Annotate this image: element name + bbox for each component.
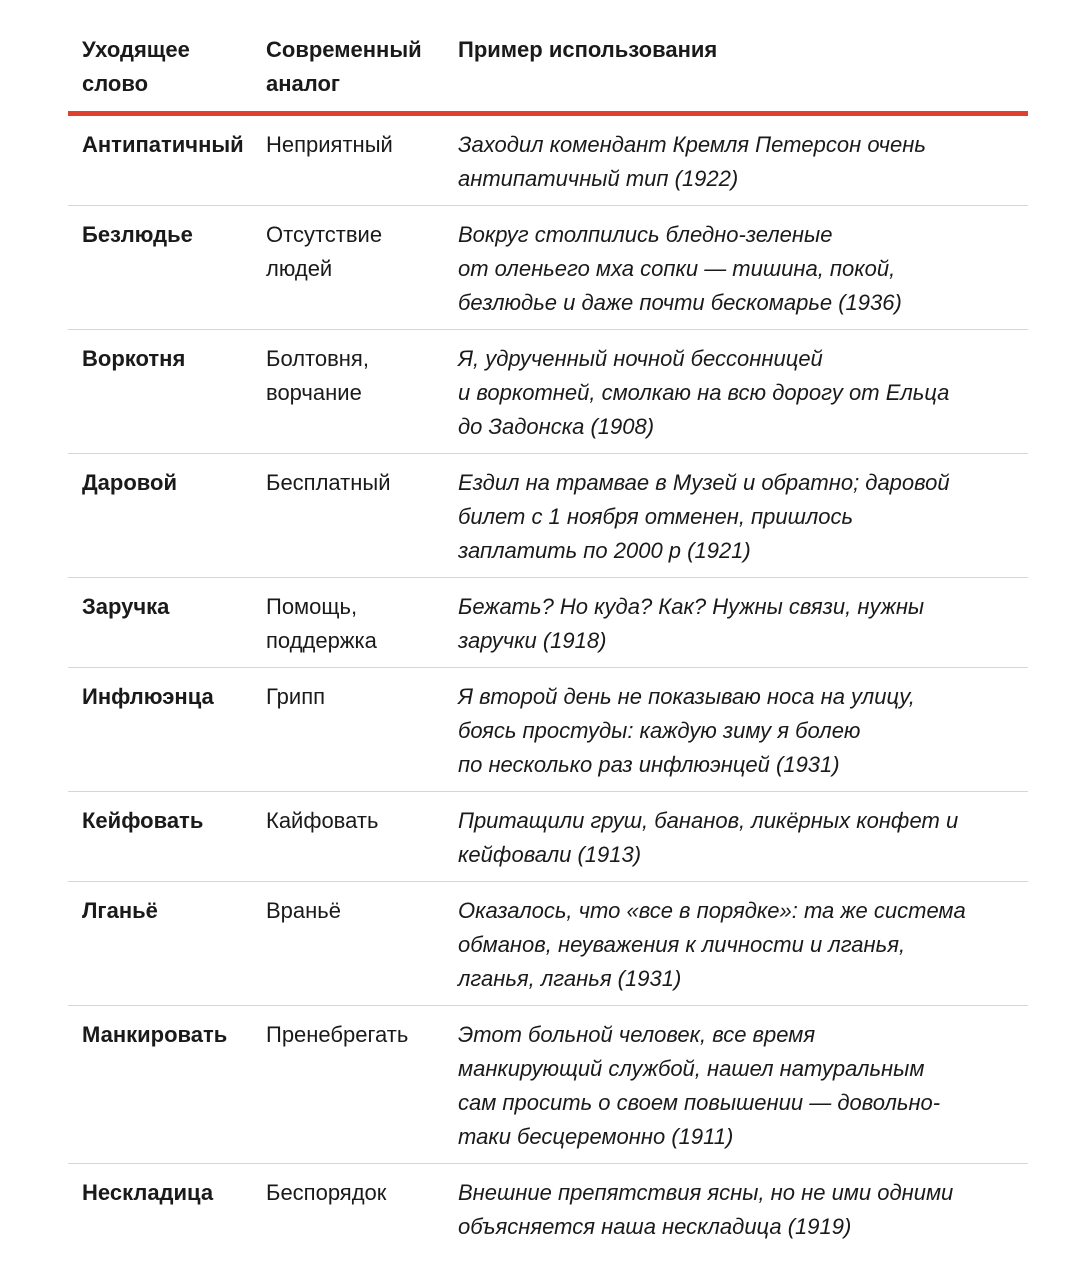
header-analog: Современный аналог	[266, 37, 422, 96]
example-cell: Ездил на трамвае в Музей и обратно; даровой билет с 1 ноября отменен, пришлось заплатить по 2000 р (1921)	[458, 470, 950, 563]
table-row	[68, 792, 1028, 882]
table-row	[68, 454, 1028, 578]
example-cell: Оказалось, что «все в порядке»: та же система обманов, неуважения к личности и лганья, лганья, лганья (1931)	[458, 898, 966, 991]
table-row	[68, 1164, 1028, 1254]
word-cell: Манкировать	[82, 1022, 228, 1047]
example-cell: Я, удрученный ночной бессонницей и воркотней, смолкаю на всю дорогу от Ельца до Задонска (1908)	[458, 346, 950, 439]
table-row	[68, 578, 1028, 668]
table-row	[68, 206, 1028, 330]
word-cell: Инфлюэнца	[82, 684, 214, 709]
analog-cell: Отсутствие людей	[266, 222, 383, 281]
analog-cell: Неприятный	[266, 132, 393, 157]
header-word: Уходящее слово	[82, 37, 190, 96]
analog-cell: Враньё	[266, 898, 341, 923]
word-cell: Нескладица	[82, 1180, 214, 1205]
analog-cell: Беспорядок	[266, 1180, 387, 1205]
analog-cell: Кайфовать	[266, 808, 379, 833]
table-row	[68, 668, 1028, 792]
analog-cell: Бесплатный	[266, 470, 391, 495]
table-row	[68, 330, 1028, 454]
table-header	[68, 0, 1028, 116]
table-row	[68, 116, 1028, 206]
word-cell: Даровой	[82, 470, 177, 495]
table-row	[68, 1006, 1028, 1164]
word-cell: Безлюдье	[82, 222, 193, 247]
word-cell: Лганьё	[82, 898, 158, 923]
analog-cell: Грипп	[266, 684, 326, 709]
header-example: Пример использования	[458, 37, 718, 62]
analog-cell: Помощь, поддержка	[266, 594, 377, 653]
words-table	[68, 0, 1028, 1254]
example-cell: Вокруг столпились бледно-зеленые от оленьего мха сопки — тишина, покой, безлюдье и даже почти бескомарье (1936)	[458, 222, 902, 315]
analog-cell: Пренебрегать	[266, 1022, 409, 1047]
analog-cell: Болтовня, ворчание	[266, 346, 369, 405]
table-row	[68, 882, 1028, 1006]
example-cell: Заходил комендант Кремля Петерсон очень антипатичный тип (1922)	[458, 132, 926, 191]
example-cell: Внешние препятствия ясны, но не ими одними объясняется наша нескладица (1919)	[458, 1180, 954, 1239]
example-cell: Я второй день не показываю носа на улицу, боясь простуды: каждую зиму я болею по несколько раз инфлюэнцей (1931)	[458, 684, 915, 777]
word-cell: Воркотня	[82, 346, 186, 371]
example-cell: Этот больной человек, все время манкирующий службой, нашел натуральным сам просить о своем повышении — довольно- таки бесцеремонно (1911)	[458, 1022, 941, 1149]
example-cell: Притащили груш, бананов, ликёрных конфет и кейфовали (1913)	[458, 808, 959, 867]
example-cell: Бежать? Но куда? Как? Нужны связи, нужны заручки (1918)	[458, 594, 925, 653]
word-cell: Заручка	[82, 594, 170, 619]
word-cell: Кейфовать	[82, 808, 204, 833]
word-cell: Антипатичный	[82, 132, 244, 157]
